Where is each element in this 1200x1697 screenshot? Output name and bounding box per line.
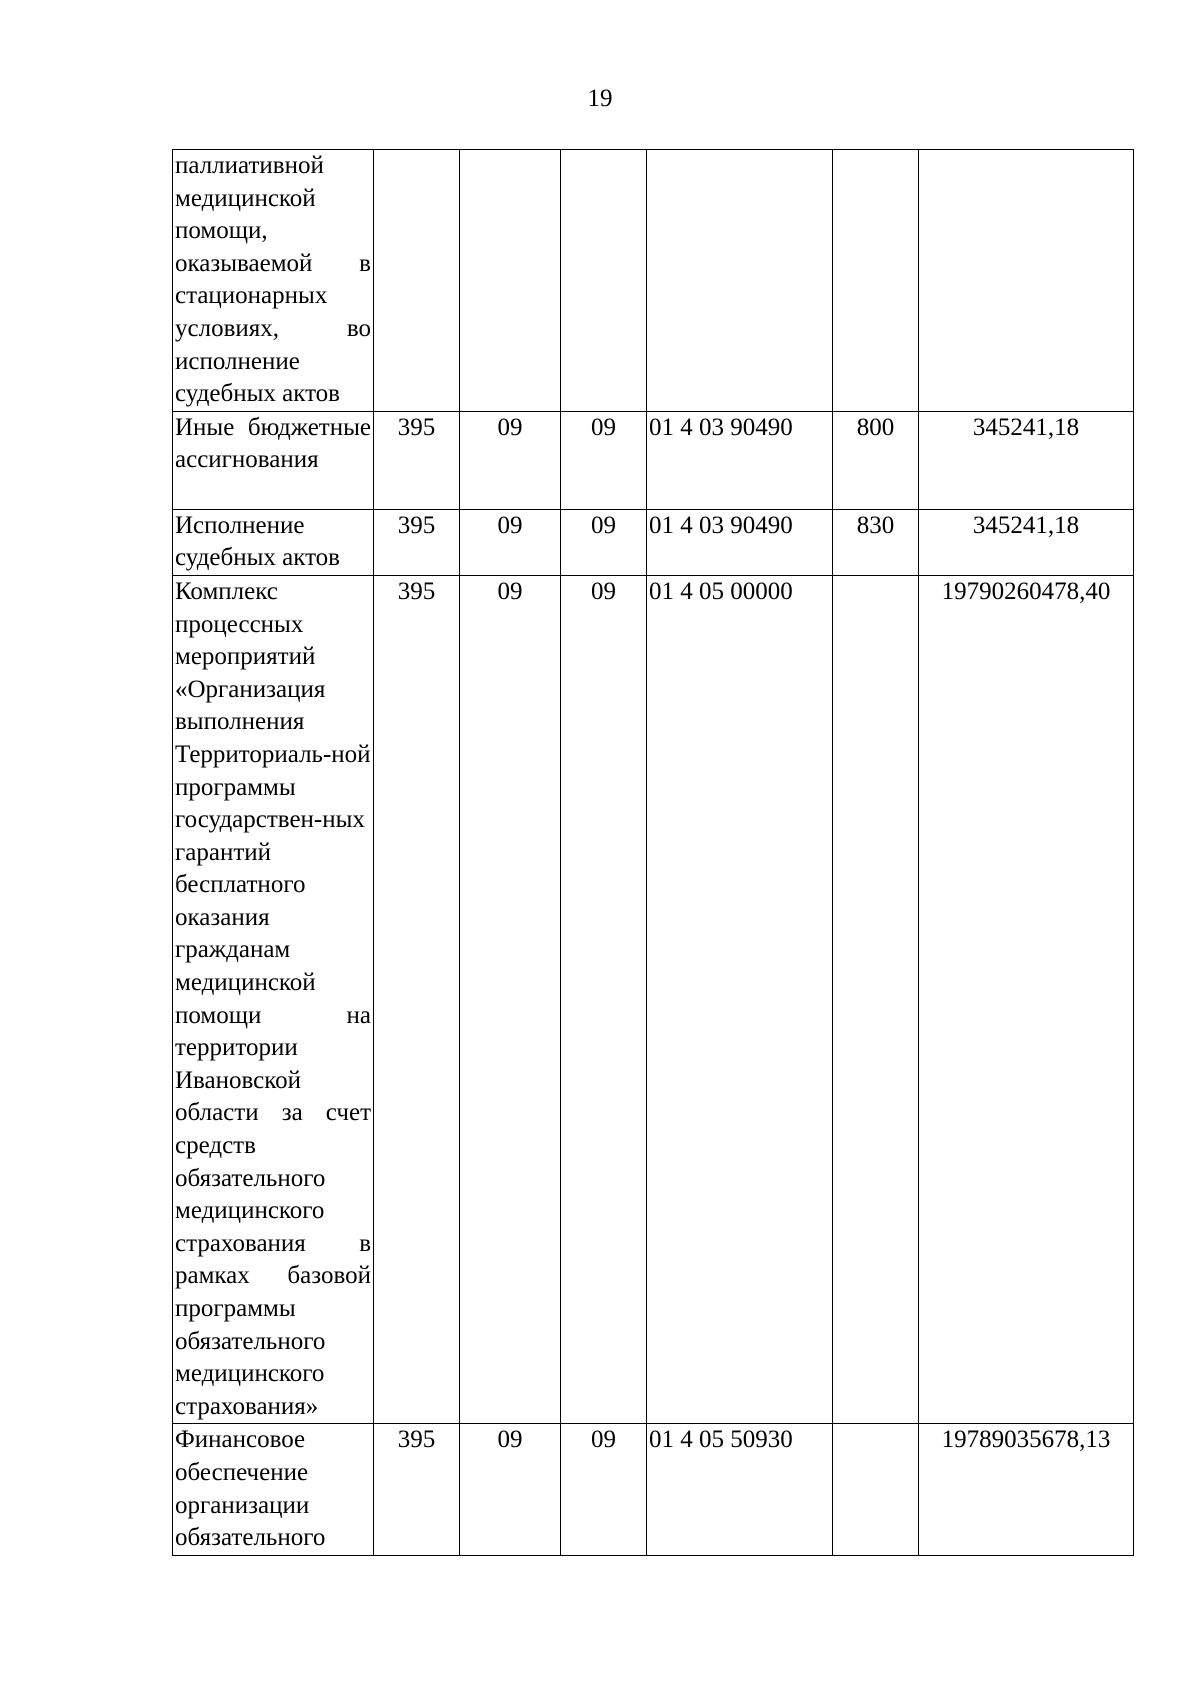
row-name-cell: Финансовое обеспечение организации обязательного — [173, 1424, 374, 1555]
page-number: 19 — [587, 85, 613, 112]
target-article-cell: 01 4 05 00000 — [647, 575, 833, 1423]
target-article-cell: 01 4 03 90490 — [647, 411, 833, 509]
row-name-cell: Комплекс процессных мероприятий «Организация выполнения Территориаль-ной программы государствен-ных гарантий бесплатного оказания гражданам медицинской помощи на территории Ивановской области за счет средств обязательного медицинского страхования в рамках базовой программы обязательного медицинского страхования» — [173, 575, 374, 1423]
table-row — [173, 575, 1134, 1423]
expense-type-cell — [833, 575, 919, 1423]
target-article-cell — [647, 150, 833, 412]
expense-type-cell: 800 — [833, 411, 919, 509]
expense-type-cell: 830 — [833, 509, 919, 575]
section-cell: 09 — [460, 575, 561, 1423]
target-article-cell: 01 4 05 50930 — [647, 1424, 833, 1555]
budget-table — [172, 149, 1134, 1556]
subsection-cell: 09 — [561, 509, 647, 575]
row-name-cell: Исполнение судебных актов — [173, 509, 374, 575]
subsection-cell — [561, 150, 647, 412]
table-row — [173, 1424, 1134, 1555]
amount-cell: 19789035678,13 — [919, 1424, 1134, 1555]
subsection-cell: 09 — [561, 1424, 647, 1555]
amount-cell: 345241,18 — [919, 411, 1134, 509]
row-name-cell: паллиативной медицинской помощи, оказываемой в стационарных условиях, во исполнение судебных актов — [173, 150, 374, 412]
row-name-cell: Иные бюджетные ассигнования — [173, 411, 374, 509]
amount-cell: 19790260478,40 — [919, 575, 1134, 1423]
ministry-code-cell: 395 — [374, 411, 460, 509]
expense-type-cell — [833, 150, 919, 412]
target-article-cell: 01 4 03 90490 — [647, 509, 833, 575]
ministry-code-cell — [374, 150, 460, 412]
table-row — [173, 509, 1134, 575]
ministry-code-cell: 395 — [374, 1424, 460, 1555]
ministry-code-cell: 395 — [374, 509, 460, 575]
table-row — [173, 150, 1134, 412]
expense-type-cell — [833, 1424, 919, 1555]
ministry-code-cell: 395 — [374, 575, 460, 1423]
section-cell: 09 — [460, 411, 561, 509]
section-cell — [460, 150, 561, 412]
amount-cell: 345241,18 — [919, 509, 1134, 575]
subsection-cell: 09 — [561, 411, 647, 509]
section-cell: 09 — [460, 1424, 561, 1555]
amount-cell — [919, 150, 1134, 412]
subsection-cell: 09 — [561, 575, 647, 1423]
table-row — [173, 411, 1134, 509]
section-cell: 09 — [460, 509, 561, 575]
